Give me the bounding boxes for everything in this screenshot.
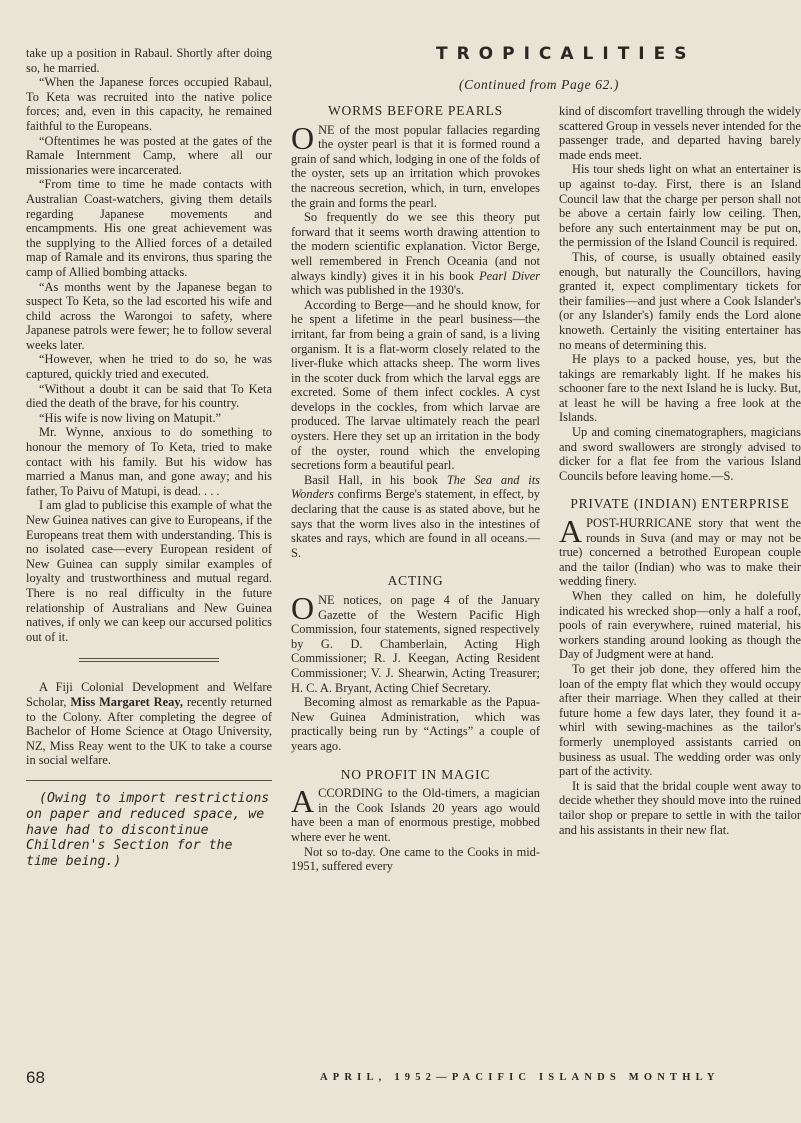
- editorial-note: (Owing to import restrictions on paper and reduced space, we have had to discontinue Children's Section for the time being.): [26, 790, 270, 870]
- paragraph: [291, 473, 540, 561]
- paragraph-text: which was published in the 1930's.: [291, 283, 464, 298]
- paragraph: “However, when he tried to do so, he was captured, quickly tried and executed.: [26, 352, 272, 382]
- rule-divider: [26, 780, 272, 781]
- paragraph: It is said that the bridal couple went away to decide whether they should move into the ruined tailor shop or prepare to settle in with the tailor and his assistants in their new flat.: [559, 778, 801, 837]
- column-3: [559, 104, 801, 837]
- column-1: [26, 46, 272, 870]
- paragraph: Not so to-day. One came to the Cooks in mid-1951, suffered every: [291, 844, 540, 874]
- section-title-acting: ACTING: [387, 573, 444, 589]
- paragraph: His tour sheds light on what an entertainer is up against to-day. First, there is an Island Council law that the charge per person shall not be above a certain fairly low ceiling. Then, before any such entertainment may be put on, the permission of the Island Council is required.: [559, 162, 801, 250]
- paragraph: This, of course, is usually obtained easily enough, but naturally the Councillors, having granted it, expect complimentary tickets for their families—and just where a Cook Islander's (or any Islander's) family ends the Lord alone knoweth. Certainly the visiting entertainer has no means of determining this.: [559, 249, 801, 352]
- paragraph-text: NE notices, on page 4 of the January Gazette of the Western Pacific High Commission, four statements, signed respectively by G. D. Chamberlain, Acting High Commissioner; R. J. Keegan, Acting Resident Commissioner; V. J. Shearwin, Acting Treasurer; H. C. A. Bryant, Acting Chief Secretary.: [291, 593, 540, 695]
- running-footer: APRIL, 1952—PACIFIC ISLANDS MONTHLY: [320, 1072, 720, 1083]
- paragraph-text: CCORDING to the Old-timers, a magician in the Cook Islands 20 years ago would have been a man of enormous prestige, mobbed where ever he went.: [291, 786, 540, 844]
- book-title: Pearl Diver: [479, 268, 540, 283]
- section-title-magic: NO PROFIT IN MAGIC: [340, 766, 491, 782]
- double-rule-divider: [79, 658, 219, 662]
- paragraph-text: Basil Hall, in his book: [304, 472, 447, 487]
- note-text: A Fiji Colonial Development and Welfare Scholar,: [26, 680, 272, 709]
- note-text: recently returned to the Colony. After completing the degree of Bachelor of Home Science at Otago University, NZ, Miss Reay went to the UK to take a course in social welfare.: [26, 694, 272, 768]
- section-title-private: PRIVATE (INDIAN) ENTERPRISE: [570, 496, 790, 512]
- column-2: [291, 104, 540, 874]
- paragraph: Mr. Wynne, anxious to do something to honour the memory of To Keta, tried to make contact with his family. But his widow has married a Manus man, and gone away; and his father, To Paivu of Matupi, is dead. . . .: [26, 425, 272, 498]
- paragraph: “Oftentimes he was posted at the gates of the Ramale Internment Camp, where all our missionaries were incarcerated.: [26, 133, 272, 177]
- paragraph: “As months went by the Japanese began to suspect To Keta, so the lad escorted his wife and child across the Warongoi to safety, where Japanese patrols were fewer; he to follow several weeks later.: [26, 279, 272, 352]
- paragraph-text: NE of the most popular fallacies regarding the oyster pearl is that it is formed round a grain of sand which, lodging in one of the folds of the oyster, sets up an irritation which provokes the nacreous secretion, which, in turn, envelopes the grain and forms the pearl.: [291, 122, 540, 210]
- paragraph: I am glad to publicise this example of what the New Guinea natives can give to Europeans, if the Europeans treat them with understanding. This is no isolated case—every European resident of New Guinea can supply similar examples of loyalty and trustworthiness and mutual regard. There is no real difficulty in the future relationship of Australians and New Guinea natives, if only we can keep our accursed politics out of it.: [26, 498, 272, 644]
- paragraph: [291, 210, 540, 298]
- drop-cap: A: [559, 513, 583, 550]
- fiji-scholar-note: [26, 680, 272, 768]
- paragraph: [291, 783, 540, 844]
- paragraph: “From time to time he made contacts with Australian Coast-watchers, giving them details regarding Japanese movements and encampments. His one great achievement was the supplying to the Allied forces of a detailed map of Ramale and its environs, thus sparing the camp of Allied bombing attacks.: [26, 177, 272, 279]
- scholar-name: Miss Margaret Reay,: [70, 694, 183, 709]
- paragraph: [291, 590, 540, 695]
- paragraph: Up and coming cinematographers, magicians and sword swallowers are strongly advised to dicker for a flat fee from the various Island Councils before leaving home.—S.: [559, 425, 801, 483]
- paragraph-text: So frequently do we see this theory put forward that it seems worth drawing attention to the modern scientific explanation. Victor Berge, well remembered in French Oceania (and not always kindly) gives it in his book: [291, 210, 540, 283]
- paragraph: He plays to a packed house, yes, but the takings are remarkably light. If he makes his schooner fare to the next Island he is lucky. But, at least he will be having a free look at the Islands.: [559, 352, 801, 425]
- book-title: The Sea and its Wonders: [291, 472, 540, 502]
- paragraph-text: POST-HURRICANE story that went the rounds in Suva (and may or may not be true) concerned a betrothed European couple and the tailor (Indian) who was to make their wedding finery.: [559, 516, 801, 589]
- paragraph: “When the Japanese forces occupied Rabaul, To Keta was recruited into the native police forces; and, even in this capacity, he remained faithful to the Europeans.: [26, 75, 272, 133]
- paragraph: “Without a doubt it can be said that To Keta died the death of the brave, for his country.: [26, 381, 272, 411]
- drop-cap: A: [291, 783, 315, 820]
- paragraph: According to Berge—and he should know, for he spent a lifetime in the pearl business—the irritant, far from being a grain of sand, is a living organism. It is a flat-worm closely related to the liver-fluke which attacks sheep. The worm lives in the scoter duck from which the larval eggs are excreted. Some of them infect cockles. A cyst develops in the cockles, from which larvae are produced. The larvae ultimately reach the pearl oysters. Here they set up an irritation in the body of the oyster, round which the enveloping secretions form a beautiful pearl.: [291, 297, 540, 473]
- continued-note: (Continued from Page 62.): [459, 77, 619, 92]
- page-title: TROPICALITIES: [436, 44, 696, 64]
- paragraph: take up a position in Rabaul. Shortly after doing so, he married.: [26, 46, 272, 75]
- paragraph: Becoming almost as remarkable as the Papua-New Guinea Administration, which was practically being run by “Actings” a couple of years ago.: [291, 695, 540, 753]
- drop-cap: O: [291, 590, 315, 626]
- paragraph: To get their job done, they offered him the loan of the empty flat which they would occupy after their marriage. When they called at their future home a few days later, they found it a-whirl with sewing-machines as the tailor's formerly unemployed assistants carried on business as usual. The wedding order was only part of the activity.: [559, 661, 801, 779]
- paragraph: “His wife is now living on Matupit.”: [39, 410, 222, 425]
- paragraph: kind of discomfort travelling through the widely scattered Group in vessels never intended for the passenger trade, and departed having barely made ends meet.: [559, 104, 801, 162]
- paragraph: When they called on him, he dolefully indicated his wrecked shop—only a half a roof, pools of rain everywhere, ruined material, his workers standing around looking as though the Day of Judgment were at hand.: [559, 589, 801, 662]
- page-number: 68: [26, 1068, 45, 1087]
- section-title-worms: WORMS BEFORE PEARLS: [328, 103, 503, 118]
- drop-cap: O: [291, 119, 315, 156]
- paragraph-text: confirms Berge's statement, in effect, by declaring that the cause is as stated above, but he says that the worm lives also in the intestines of skates and rays, which are found in all oceans.—S.: [291, 487, 540, 560]
- paragraph: [291, 119, 540, 211]
- paragraph: [559, 513, 801, 589]
